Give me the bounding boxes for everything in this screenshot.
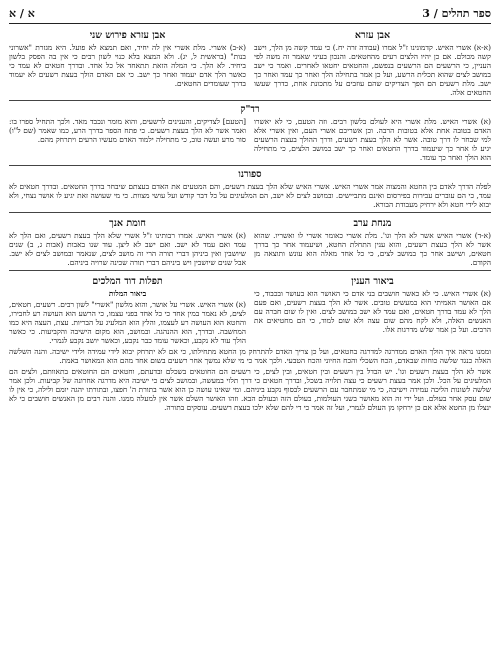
section-divider [9, 100, 491, 101]
chomat-anach-column [9, 216, 246, 267]
commentary-text: אשר לא הלך בעצת רשעים וגו'. יש הבדל בין רשעים ובין חטאים, ובין לצים, כי רשעים הם החוטאים בשכלם ובדעתם, וחטאים הם החוטאים בתאוותם, ולצים הם המלעיגים על הכל. ולכן אמר בעצת רשעים כי עצה תלויה בשכל, ובדרך חטאים כי דרך תלוי במעשה, ובמושב לצים כי ישיבה היא מדרגה אחרונה של קביעות. ולכן אמר שלשה לשונות הליכה עמידה וישיבה, כי מי שמתחבר עם הרשעים לבסוף נקבע ביניהם. ומי שאינו עושה כן הוא אשר בתורת ה' חפצו, ובתורתו יהגה יומם ולילה, כי אין לו שום עסק אחר בעולם. ועל ידי זה הוא מאושר בשני העולמות, בעולם הזה ובעולם הבא. וזהו האושר השלם אשר אין למעלה ממנו. והנה רבים מן האנשים חושבים כי לא ינצלו מן החטא אלא אם כן ירחקו מן העולם לגמרי, ועל זה אמר כי די להם שלא ילכו בעצת רשעים. עוסקים בתורה. [9, 367, 491, 412]
section-title: חומת אנך [109, 218, 146, 229]
commentary-text: וממנו נראה איך הולך האדם ממדרגה למדרגה בחטאים, ועל כן צריך האדם להתרחק מן החטא מתחילתו, כי אם לא יתרחק יבוא לידי עמידה ולידי ישיבה. והנה השלשה האלה כנגד שלשה כוחות שבאדם, הכח השכלי והכח החיוני והכח הטבעי. ולכך אמר כי מי שלא נמשך אחר רשעים בשום אחד מהם הוא המאושר באמת. [9, 347, 491, 365]
section-title: ביאור הענין [351, 276, 394, 287]
commentary-text: (א) אשרי האיש. כי לא כאשר חושבים בני אדם כי האושר הוא בעושר ובכבוד, כי אם האושר האמיתי הוא במעשים טובים. אשר לא הלך בעצת רשעים, ואם פעם הלך לא עמד בדרך חטאים, ואם עמד לא ישב במושב לצים. ואין לו שום חברה עם האנשים האלה, ולא לקח מהם שום עצה ולא שום למוד, כי הם מחטיאים את הרבים. ועל כן אמר שלש מדרגות אלו. [254, 289, 491, 334]
biur-column [254, 274, 491, 345]
chapter-verse: א / א [9, 6, 35, 20]
section-title: תפלות דוד המלכים [92, 276, 163, 287]
commentary-text: (א-א) אשרי האיש. קדמונינו ז"ל אמרו (עבודה זרה יח.) כי עמד קשה מן הלך, וישב קשה מכולם. אם כן יהיו הלצים רעים מהחטאים. והנכון בעיני שאמר זה משה לפי העניין, כי הרשעים הם הרשעים בנפשם, והחטאים יחטאו לאחרים. ואמר כי ישב במושב לצים שהוא תכלית הרשע, ועל כן אמר בתחילה הלך ואחר כך עמד ואחר כך ישב. מלת רשעים הם הפך הצדיקים שהם עוזבים על מתכונת אחת, כדרך שעשו החטאים אלה. [254, 43, 491, 97]
ibn-ezra-column [254, 28, 491, 97]
section-divider [9, 212, 491, 213]
section-title: ספורנו [238, 169, 262, 180]
commentary-text: (א-ד) אשרי האיש אשר לא הלך וגו'. מלת אשרי כאומר אשרי לו ואשריו. שהוא אשר לא הלך בעצת רשעים, והוא ענין התחלת החטא, ושיעמוד אחר כך בדרך חטאים, ושישב אחר כך במושב לצים, כי כל אחד מאלה הוא עונש ותוצאה מן הקודם. [254, 231, 491, 267]
radak-columns [9, 117, 491, 162]
section-title: מנחת ערב [353, 218, 392, 229]
section-divider [9, 165, 491, 166]
commentary-text: (א) אשרי האיש. אמרו רבותינו ז"ל אשרי שלא הלך בעצת רשעים, ואם הלך לא עמד ואם עמד לא ישב. ואם ישב לא ליצן. עוד שנו באבות (אבות ג, ב) שנים שיושבין ואין ביניהן דברי תורה הרי זה מושב לצים, שנאמר ובמושב לצים לא ישב. אבל שנים שיושבין ויש ביניהם דברי תורה שכינה שרויה ביניהם. [9, 231, 246, 267]
book-title: ספר תהלים / 3 [422, 6, 491, 20]
mid-columns [9, 216, 491, 267]
section-title: רד"ק [240, 104, 260, 115]
section-divider [9, 270, 491, 271]
lower-columns [9, 274, 491, 345]
commentary-text: (א) אשרי האיש. מלת אשרי היא לעולם בלשון רבים. וזה הטעם, כי לא יאשרו האדם בטובה אחת אלא בטובות הרבה. וכן אשריכם אשרי העם, ואין אשרי אלא למי שבחר לו דרך טובה. אשר לא הלך בעצת רשעים, ודרך ההולך בעצת הרשעים יגיע לו אחר כך שיעמוד בדרך החטאים ואחר כך ישב במושב הלצים, כי מתחילה הוא הולך ואחר כך עומד. [254, 117, 491, 162]
commentary-text: [הטעם] לצדיקים, והענינים לרשעים, והוא מומר ונכבד מאד. ולכך התחיל ספרו בו: ואמר אשר לא הלך בעצת רשעים. כי פתח הספר בדרך הרע, כמו שאמר (שם ל"ו) סור מרע ועשה טוב, כי מתחילה ילמוד האדם מעשיו הרעים ויתרחק מהם. [9, 117, 246, 144]
section-title: אבן עזרא פירוש שני [89, 30, 166, 41]
commentary-text: לפלה הדרך לאדם בין החטא והמצוה אמר אשרי האיש. אשרי האיש שלא הלך בעצת רשעים, והם המטעים את האדם בעצתם שיבחר בדרך החטאים. ובדרך חטאים לא עמד, כי הם עוברים עבירות בפירסום ואינם מתביישים. ובמושב לצים לא ישב, הם המלעיגים על כל דבר קודש ועל עושי מצוות. כי מי שעושה זאת יגיע לו אושר נצחי, ולא יבוא לידי חטא ולא ירחיק מעבודת הבורא. [9, 182, 491, 209]
section-title: אבן עזרא [354, 30, 391, 41]
tefilot-david-column [9, 274, 246, 345]
section-subtitle: ביאור המלות [108, 289, 147, 298]
commentary-text: (א) אשרי האיש. אשרי על אושר, והוא מלשון "אשרי" לשון רבים. רשעים, חטאים, לצים, לא נאמר במין אחד כי כל אחד בפני עצמו, כי הרשע הוא העושה רע לחבירו, והחטא הוא העושה רע לעצמו, והלץ הוא המלעיג על הבריות. עצת, העצה היא כמו המחשבה. ובדרך, הוא ההנהגה. ובמושב, הוא מקום הישיבה והקביעות. כי כאשר הולך עוד לא נקבע, וכאשר עומד כבר נקבע, וכאשר יושב נקבע לגמרי. [9, 300, 246, 345]
page-header [9, 6, 491, 20]
mincha-erev-column [254, 216, 491, 267]
commentary-text: (א-ב) אשרי. מלת אשרי אין לה יחיד, ואם תמצא לא פועל. היא מגזרת "אשרוני בנות" (בראשית ל, יג). ולא המצא בלא כנוי לשון רבים כי אין בה הפסק בלשון ביחיד. לא הלך. כי המלה הזאת תתאחד אל כל אחד. ובדרך חטאים לא עמד כי כאשר הלך אדם יעמוד ואחר כך ישב. כי אם האדם הולך בעצת רשעים לא יעמוד בדרך שעומדים החטאים. [9, 43, 246, 88]
ibn-ezra-second-column [9, 28, 246, 97]
header-divider [9, 23, 491, 24]
top-columns [9, 28, 491, 97]
